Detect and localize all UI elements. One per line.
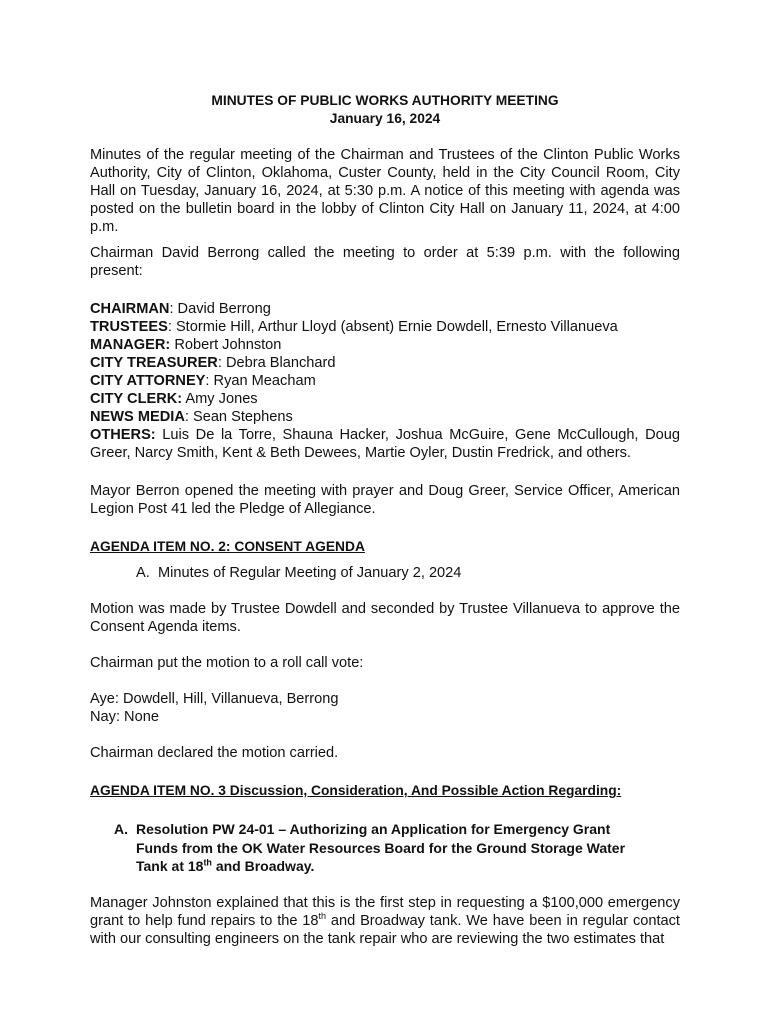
- agenda-item-2-rollcall: Chairman put the motion to a roll call vote:: [90, 655, 364, 671]
- roster-line-manager: MANAGER: Robert Johnston: [90, 337, 282, 353]
- roster-line-attorney: CITY ATTORNEY: Ryan Meacham: [90, 373, 316, 389]
- agenda-item-2-motion: Motion was made by Trustee Dowdell and seconded by Trustee Villanueva to approve the Consent Agenda items.: [90, 601, 680, 635]
- agenda-item-2-aye: Aye: Dowdell, Hill, Villanueva, Berrong: [90, 691, 339, 707]
- roster-line-clerk: CITY CLERK: Amy Jones: [90, 391, 258, 407]
- roster-line-trustees: TRUSTEES: Stormie Hill, Arthur Lloyd (absent) Ernie Dowdell, Ernesto Villanueva: [90, 319, 618, 335]
- agenda-item-2-heading: AGENDA ITEM NO. 2: CONSENT AGENDA: [90, 539, 365, 554]
- attendance-roster: [90, 300, 680, 462]
- document-date: January 16, 2024: [329, 111, 441, 126]
- agenda-item-3-body: Manager Johnston explained that this is the first step in requesting a $100,000 emergency grant to help fund repairs to the 18th and Broadway tank. We have been in regular contact with our consulting engineers on the tank repair who are reviewing the two estimates that: [90, 894, 680, 947]
- agenda-item-3-heading: AGENDA ITEM NO. 3 Discussion, Consideration, And Possible Action Regarding:: [90, 783, 622, 798]
- agenda-item-3-subitem: A. Resolution PW 24-01 – Authorizing an Application for Emergency Grant Funds from the OK Water Resources Board for the Ground Storage Water Tank at 18th and Broadway.: [114, 821, 626, 874]
- intro-paragraph: Minutes of the regular meeting of the Chairman and Trustees of the Clinton Public Works Authority, City of Clinton, Oklahoma, Custer County, held in the City Council Room, City Hall on Tuesday, January 16, 2024, at 5:30 p.m. A notice of this meeting with agenda was posted on the bulletin board in the lobby of Clinton City Hall on January 11, 2024, at 4:00 p.m.: [90, 147, 680, 235]
- roster-line-news-media: NEWS MEDIA: Sean Stephens: [90, 409, 293, 425]
- agenda-item-2-nay: Nay: None: [90, 709, 159, 725]
- document-title: MINUTES OF PUBLIC WORKS AUTHORITY MEETING: [211, 93, 559, 108]
- agenda-item-2-carried: Chairman declared the motion carried.: [90, 745, 339, 761]
- roster-line-others: OTHERS: Luis De la Torre, Shauna Hacker, Joshua McGuire, Gene McCullough, Doug Greer, Narcy Smith, Kent & Beth Dewees, Martie Oyler, Dustin Fredrick, and others.: [90, 427, 680, 461]
- roster-line-chairman: CHAIRMAN: David Berrong: [90, 301, 271, 317]
- call-to-order-paragraph: Chairman David Berrong called the meeting to order at 5:39 p.m. with the following present:: [90, 245, 680, 279]
- agenda-item-2-subitem: A. Minutes of Regular Meeting of January 2, 2024: [136, 565, 462, 581]
- roster-line-treasurer: CITY TREASURER: Debra Blanchard: [90, 355, 336, 371]
- prayer-paragraph: Mayor Berron opened the meeting with prayer and Doug Greer, Service Officer, American Legion Post 41 led the Pledge of Allegiance.: [90, 483, 680, 517]
